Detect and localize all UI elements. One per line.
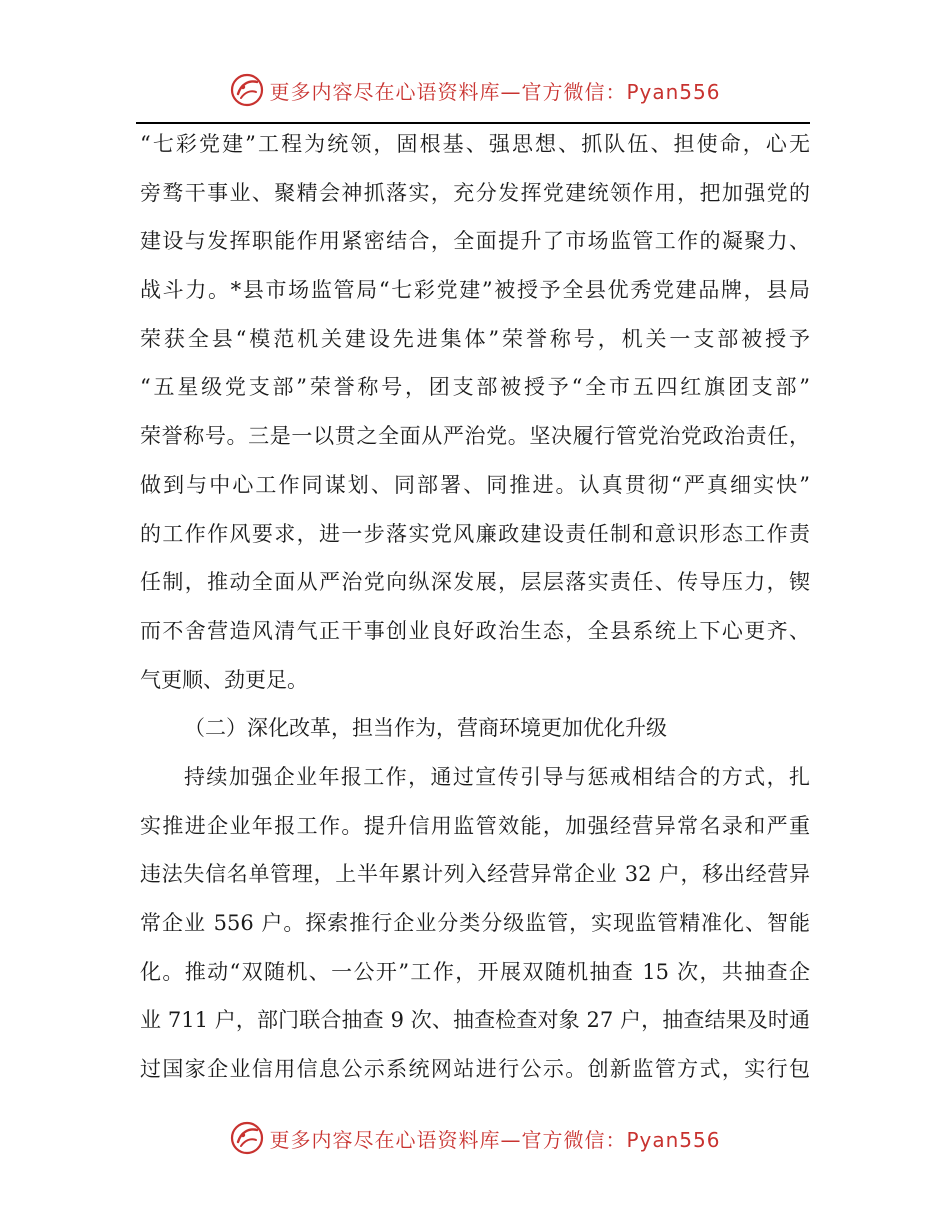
brand-logo-icon [229,1120,265,1156]
brand-logo-icon [229,72,265,108]
footer-banner-text: 更多内容尽在心语资料库—官方微信：Pyan556 [269,1127,721,1152]
body-line: 任制，推动全面从严治党向纵深发展，层层落实责任、传导压力，锲 [140,570,810,595]
body-line: 荣获全县“模范机关建设先进集体”荣誉称号，机关一支部被授予 [140,326,810,351]
body-line: 而不舍营造风清气正干事创业良好政治生态，全县系统上下心更齐、 [140,618,810,643]
body-line: “七彩党建”工程为统领，固根基、强思想、抓队伍、担使命，心无 [140,132,810,156]
document-body [140,120,810,1094]
body-line: 旁骛干事业、聚精会神抓落实，充分发挥党建统领作用，把加强党的 [140,180,810,205]
body-line: 违法失信名单管理，上半年累计列入经营异常企业 32 户，移出经营异 [140,862,810,887]
footer-banner [0,1118,950,1158]
body-line: 荣誉称号。三是一以贯之全面从严治党。坚决履行管党治党政治责任， [140,424,810,449]
body-line: 的工作作风要求，进一步落实党风廉政建设责任制和意识形态工作责 [140,521,810,546]
section-heading: （二）深化改革，担当作为，营商环境更加优化升级 [184,716,667,741]
body-line: 过国家企业信用信息公示系统网站进行公示。创新监管方式，实行包 [140,1057,810,1082]
body-line: 持续加强企业年报工作，通过宣传引导与惩戒相结合的方式，扎 [184,764,810,789]
body-line: 业 711 户，部门联合抽查 9 次、抽查检查对象 27 户，抽查结果及时通 [140,1008,810,1033]
body-line: “五星级党支部”荣誉称号，团支部被授予“全市五四红旗团支部” [140,375,810,400]
body-line: 建设与发挥职能作用紧密结合，全面提升了市场监管工作的凝聚力、 [140,229,810,254]
header-banner [0,70,950,110]
body-line: 气更顺、劲更足。 [140,667,308,692]
body-line: 做到与中心工作同谋划、同部署、同推进。认真贯彻“严真细实快” [140,472,810,497]
body-line: 战斗力。*县市场监管局“七彩党建”被授予全县优秀党建品牌，县局 [140,278,810,303]
header-banner-text: 更多内容尽在心语资料库—官方微信：Pyan556 [269,79,721,104]
body-line: 常企业 556 户。探索推行企业分类分级监管，实现监管精准化、智能 [140,911,810,935]
body-line: 化。推动“双随机、一公开”工作，开展双随机抽查 15 次，共抽查企 [140,959,810,984]
body-line: 实推进企业年报工作。提升信用监管效能，加强经营异常名录和严重 [140,813,810,838]
